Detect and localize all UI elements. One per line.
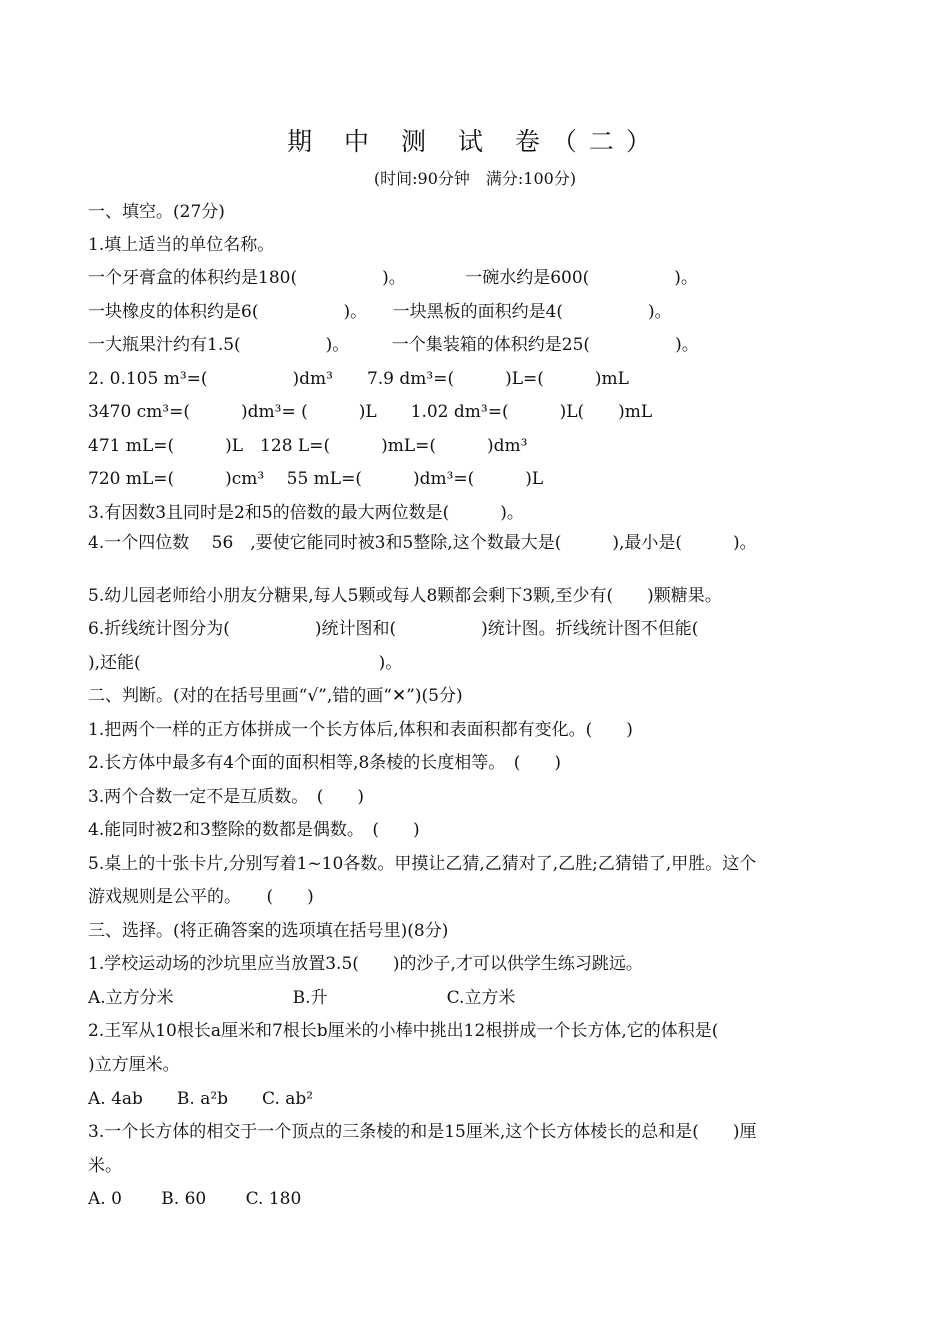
- question-text: 米。: [88, 1156, 122, 1176]
- answer-options: A. 4ab B. a²b C. ab²: [88, 1089, 314, 1109]
- question-text: 6.折线统计图分为( )统计图和( )统计图。折线统计图不但能(: [88, 619, 699, 639]
- question-text: 3470 cm³=( )dm³= ( )L 1.02 dm³=( )L( )mL: [88, 402, 653, 422]
- question-text: 4.一个四位数 56 ,要使它能同时被3和5整除,这个数最大是( ),最小是( )。: [88, 533, 757, 553]
- question-text: 一大瓶果汁约有1.5( )。 一个集装箱的体积约是25( )。: [88, 335, 699, 355]
- section-heading: 三、选择。(将正确答案的选项填在括号里)(8分): [88, 921, 449, 941]
- question-text: 720 mL=( )cm³ 55 mL=( )dm³=( )L: [88, 469, 544, 489]
- question-text: 5.桌上的十张卡片,分别写着1~10各数。甲摸让乙猜,乙猜对了,乙胜;乙猜错了,甲胜。这个: [88, 854, 757, 874]
- question-text: 5.幼儿园老师给小朋友分糖果,每人5颗或每人8颗都会剩下3颗,至少有( )颗糖果。: [88, 586, 722, 606]
- question-text: ),还能( )。: [88, 653, 403, 673]
- question-text: 2.长方体中最多有4个面的面积相等,8条棱的长度相等。 ( ): [88, 753, 562, 773]
- answer-options: A. 0 B. 60 C. 180: [88, 1189, 302, 1209]
- answer-options: A.立方分米 B.升 C.立方米: [88, 988, 516, 1008]
- question-text: 1.学校运动场的沙坑里应当放置3.5( )的沙子,才可以供学生练习跳远。: [88, 954, 643, 974]
- question-text: 1.填上适当的单位名称。: [88, 235, 275, 255]
- question-text: 471 mL=( )L 128 L=( )mL=( )dm³: [88, 436, 528, 456]
- question-text: 一块橡皮的体积约是6( )。 一块黑板的面积约是4( )。: [88, 302, 672, 322]
- question-text: 游戏规则是公平的。 ( ): [88, 887, 314, 907]
- question-text: 3.有因数3且同时是2和5的倍数的最大两位数是( )。: [88, 503, 524, 523]
- page-subtitle: (时间:90分钟 满分:100分): [373, 169, 577, 188]
- question-text: )立方厘米。: [88, 1055, 180, 1075]
- question-text: 2. 0.105 m³=( )dm³ 7.9 dm³=( )L=( )mL: [88, 369, 629, 389]
- question-text: 3.一个长方体的相交于一个顶点的三条棱的和是15厘米,这个长方体棱长的总和是( )厘: [88, 1122, 757, 1142]
- question-text: 3.两个合数一定不是互质数。 ( ): [88, 787, 364, 807]
- question-text: 2.王军从10根长a厘米和7根长b厘米的小棒中挑出12根拼成一个长方体,它的体积是(: [88, 1021, 719, 1041]
- question-text: 1.把两个一样的正方体拼成一个长方体后,体积和表面积都有变化。( ): [88, 720, 633, 740]
- section-heading: 二、判断。(对的在括号里画“√”,错的画“✕”)(5分): [88, 686, 463, 706]
- question-text: 4.能同时被2和3整除的数都是偶数。 ( ): [88, 820, 420, 840]
- question-text: 一个牙膏盒的体积约是180( )。 一碗水约是600( )。: [88, 268, 698, 288]
- page-title: 期 中 测 试 卷（二）: [287, 127, 663, 156]
- section-heading: 一、填空。(27分): [88, 202, 225, 222]
